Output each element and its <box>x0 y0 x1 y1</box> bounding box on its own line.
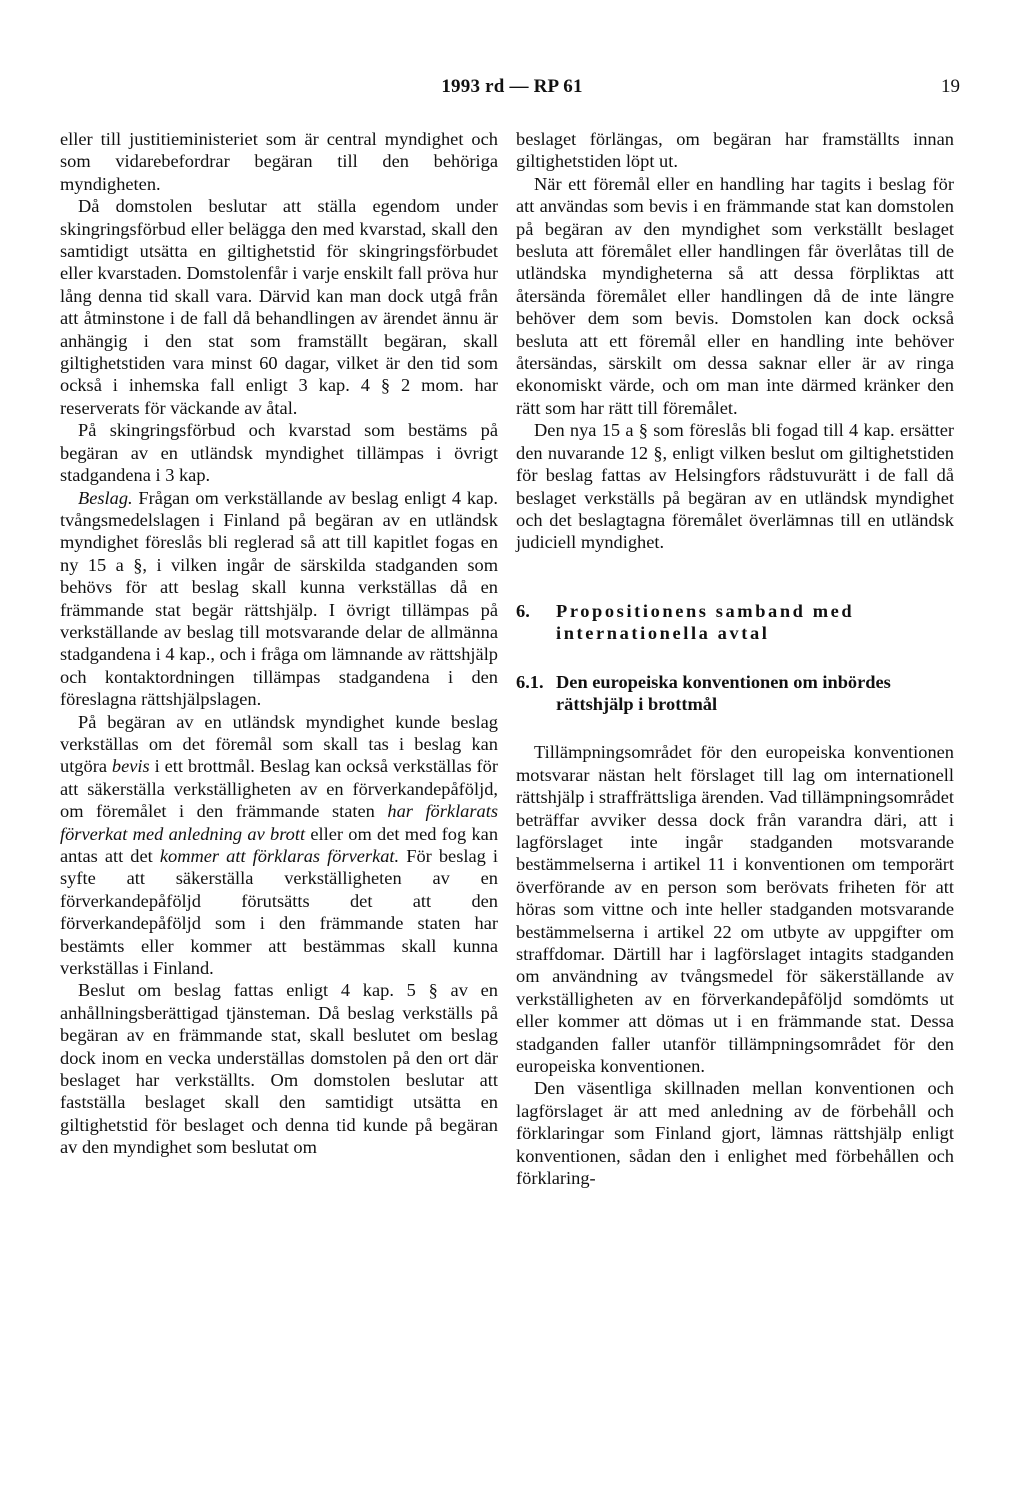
paragraph-text: För beslag i syfte att säkerställa verkställigheten av en förverkandepåföljd förutsätts det att den förverkandepåföljd som i den främmande staten har bestämts eller kommer att bestämmas skall kunna verkställas i Finland. <box>60 846 498 979</box>
paragraph-text: Frågan om verkställande av beslag enligt 4 kap. tvångsmedelslagen i Finland på begäran av en utländsk myndighet föreslås bli reglerad så att till kapitlet fogas en ny 15 a §, i vilken ingår de särskilda stadganden som behövs för att beslag skall kunna verkställas då en främmande stat begär rättshjälp. I övrigt tillämpas på verkställande av beslag till motsvarande delar de allmänna stadgandena i 4 kap., och i fråga om lämnande av rättshjälp och kontaktordningen tillämpas stadgandena i den föreslagna rättshjälpslagen. <box>60 487 498 710</box>
paragraph: eller till justitieministeriet som är central myndighet och som vidarebefordrar begäran till den behöriga myndigheten. <box>60 129 498 194</box>
paragraph: Tillämpningsområdet för den europeiska konventionen motsvarar nästan helt förslaget till lag om internationell rättshjälp i straffrättsliga ärenden. Vad tillämpningsområdet beträffar avviker dessa dock från varandra däri, att i lagförslaget inte ingår stadganden motsvarande bestämmelserna i artikel 11 i konventionen om temporärt överförande av en person som berövats friheten för att höras som vittne och inte heller stadganden motsvarande bestämmelserna i artikel 22 om utbyte av uppgifter om straffdomar. Därtill har i lagförslaget intagits stadganden om användning av tvångsmedel för säkerställande av verkställigheten av en förverkandepåföljd somdömts ut eller kommer att dömas ut i en främmande stat. Dessa stadganden faller utanför tillämpningsområdet för den europeiska konventionen. <box>516 742 954 1077</box>
emphasis: bevis <box>111 756 150 777</box>
paragraph-text: På begäran av en utländsk myndighet kunde beslag verkställas om det föremål som skall tas i beslag kan utgöra <box>60 711 498 777</box>
section-title: Propositionens samband med internationella avtal <box>556 600 855 644</box>
paragraph: Den väsentliga skillnaden mellan konventionen och lagförslaget är att med anledning av de förbehåll och förklaringar som Finland gjort, lämnas rättshjälp enligt konventionen, sådan den i enlighet med förbehållen och förklaring- <box>516 1078 954 1189</box>
paragraph: På skingringsförbud och kvarstad som bestäms på begäran av en utländsk myndighet tillämpas i övrigt stadgandena i 3 kap. <box>60 420 498 486</box>
paragraph: Beslut om beslag fattas enligt 4 kap. 5 § av en anhållningsberättigad tjänsteman. Då beslag verkställs på begäran av en främmande stat, skall beslutet om beslag dock inom en vecka underställas domstolen på den ort där beslaget har verkställts. Om domstolen beslutar att fastställa beslaget skall den samtidigt utsätta en giltighetstid för beslaget och denna tid kunde på begäran av den myndighet som beslutat om <box>60 980 498 1158</box>
paragraph: Då domstolen beslutar att ställa egendom under skingringsförbud eller belägga den med kvarstad, skall den samtidigt utsätta en giltighetstid för skingringsförbudet eller kvarstaden. Domstolenfår i varje enskilt fall pröva hur lång denna tid skall vara. Därvid kan man dock utgå från att åtminstone i de fall då behandlingen av ärendet ännu är anhängig i den stat som framställt begäran, skall giltighetstiden vara minst 60 dagar, vilket är den tid som också i inhemska fall enligt 3 kap. 4 § 2 mom. har reserverats för väckande av åtal. <box>60 196 498 418</box>
emphasis: kommer att förklaras förverkat. <box>159 846 400 866</box>
subsection-title: Den europeiska konventionen om inbördes rättshjälp i brottmål <box>556 671 891 714</box>
running-header <box>0 76 1024 100</box>
emphasis: har förklarats förverkat med anledning av brott <box>60 801 498 844</box>
section-number: 6. <box>516 600 530 621</box>
paragraph-text: i ett brottmål. Beslag kan också verkställas för att säkerställa verkställigheten av en förverkandepåföljd, om föremålet i den främmande staten <box>60 756 498 822</box>
left-column <box>60 128 498 1159</box>
paragraph: Den nya 15 a § som föreslås bli fogad till 4 kap. ersätter den nuvarande 12 §, enligt vilken beslut om giltighetstiden för beslag fattas av Helsingfors rådstuvurätt i de fall då beslaget verkställs på begäran av en utländsk myndighet och det beslagtagna föremålet överlämnas till en utländsk judiciell myndighet. <box>516 420 954 553</box>
paragraph-label: Beslag. <box>78 487 133 508</box>
paragraph: När ett föremål eller en handling har tagits i beslag för att användas som bevis i en främmande stat kan domstolen på begäran av den myndighet som verkställt beslaget besluta att föremålet eller handlingen får överlåtas till de utländska myndigheterna så att dessa förpliktas att återsända föremålet eller handlingen då de inte längre behöver dem som bevis. Domstolen kan dock också besluta att ett föremål eller en handling inte behöver återsändas, särskilt om dessa saknar eller är av ringa ekonomiskt värde, och om man inte därmed kränker den rätt som har rätt till föremålet. <box>516 173 954 418</box>
subsection-number: 6.1. <box>516 671 544 692</box>
right-column <box>516 128 954 1189</box>
header-title: 1993 rd — RP 61 <box>441 76 583 97</box>
spacer <box>516 715 954 741</box>
paragraph: beslaget förlängas, om begäran har framställts innan giltighetstiden löpt ut. <box>516 129 954 172</box>
paragraph-beslag <box>60 487 498 711</box>
subsection-heading <box>516 671 954 716</box>
page-number: 19 <box>941 76 960 97</box>
paragraph-text: eller om det med fog kan antas att det <box>60 823 499 866</box>
section-heading <box>516 600 954 645</box>
paragraph <box>60 711 498 980</box>
